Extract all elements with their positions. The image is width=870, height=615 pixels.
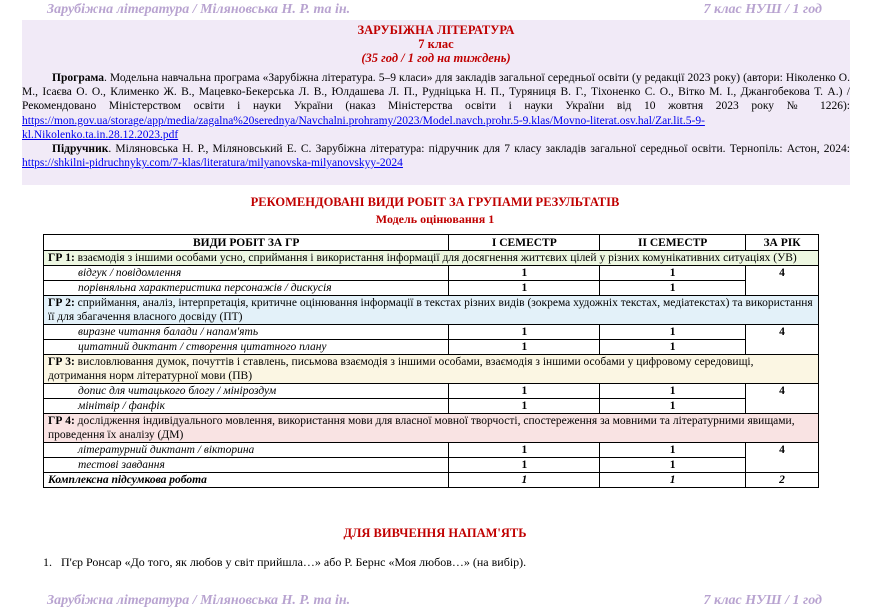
- group-row: [44, 296, 819, 325]
- memorize-title: ДЛЯ ВИВЧЕННЯ НАПАМ'ЯТЬ: [343, 526, 527, 540]
- header-cell: ВИДИ РОБІТ ЗА ГР: [44, 235, 449, 251]
- year-value: 4: [746, 384, 819, 414]
- table-row: [44, 458, 819, 473]
- header-right: 7 клас НУШ / 1 год: [703, 2, 822, 17]
- memorize-item-number: 1.: [43, 555, 52, 569]
- semester2-value: 1: [600, 399, 746, 414]
- section-subtitle: Модель оцінювання 1: [375, 212, 495, 226]
- table-header-row: [44, 235, 819, 251]
- semester1-value: 1: [449, 443, 600, 458]
- total-semester2: 1: [600, 473, 746, 488]
- table-row: [44, 399, 819, 414]
- total-row: [44, 473, 819, 488]
- footer-left: Зарубіжна література / Міляновська Н. Р. та ін.: [47, 593, 351, 608]
- total-name: Комплексна підсумкова робота: [44, 473, 449, 488]
- activity-name: порівняльна характеристика персонажів / дискусія: [44, 281, 449, 296]
- semester2-value: 1: [600, 266, 746, 281]
- activity-name: мінітвір / фанфік: [44, 399, 449, 414]
- activity-name: виразне читання балади / напам'ять: [44, 325, 449, 340]
- total-semester1: 1: [449, 473, 600, 488]
- table-row: [44, 384, 819, 399]
- page-footer: [0, 591, 870, 611]
- semester1-value: 1: [449, 384, 600, 399]
- doc-hours: (35 год / 1 год на тиждень): [361, 51, 511, 65]
- year-value: 4: [746, 443, 819, 473]
- semester2-value: 1: [600, 340, 746, 355]
- textbook-link[interactable]: https://shkilni-pidruchnyky.com/7-klas/literatura/milyanovska-milyanovskyy-2024: [22, 157, 403, 170]
- header-cell: ІІ СЕМЕСТР: [600, 235, 746, 251]
- assessment-table: [43, 234, 819, 488]
- group-description: сприймання, аналіз, інтерпретація, критичне оцінювання інформації в текстах різних видів (зокрема художніх текстах, медіатекстах) та використання її для збагачення власного досвіду (ПТ): [48, 297, 813, 323]
- semester1-value: 1: [449, 266, 600, 281]
- memorize-item-text: П'єр Ронсар «До того, як любов у світ прийшла…» або Р. Бернс «Моя любов…» (на вибір).: [61, 555, 527, 569]
- footer-right: 7 клас НУШ / 1 год: [703, 593, 822, 608]
- activity-name: відгук / повідомлення: [44, 266, 449, 281]
- semester2-value: 1: [600, 443, 746, 458]
- activity-name: тестові завдання: [44, 458, 449, 473]
- group-description: дослідження індивідуального мовлення, використання мови для власної мовної творчості, спостереження за мовними та літературними явищами, проведення їх аналізу (ДМ): [48, 415, 795, 441]
- semester1-value: 1: [449, 325, 600, 340]
- semester2-value: 1: [600, 325, 746, 340]
- semester1-value: 1: [449, 399, 600, 414]
- group-label: ГР 4:: [48, 415, 75, 427]
- activity-name: допис для читацького блогу / мініроздум: [44, 384, 449, 399]
- table-row: [44, 443, 819, 458]
- program-text: . Модельна навчальна програма «Зарубіжна література. 5–9 класи» для закладів загальної середньої освіти (у редакції 2023 року) (автори: Ніколенко О. М., Ісаєва О. О., Клименко Ж. В., Мацевко-Бекерська Л. В., Юлдашева Л. П., Рудніцька Н. П., Туряниця В. Г., Тіхоненко С. О., Вітко М. І., Джангобекова Т. А.) / Рекомендовано Міністерством освіти і науки України (наказ Міністерства освіти і науки України від 10 жовтня 2023 року № 1226):: [22, 72, 850, 113]
- semester2-value: 1: [600, 384, 746, 399]
- group-row: [44, 251, 819, 266]
- activity-name: літературний диктант / вікторина: [44, 443, 449, 458]
- semester1-value: 1: [449, 458, 600, 473]
- semester2-value: 1: [600, 458, 746, 473]
- group-description: взаємодія з іншими особами усно, сприймання і використання інформації для досягнення життєвих цілей у різних комунікативних ситуаціях (УВ): [74, 252, 797, 264]
- activity-name: цитатний диктант / створення цитатного плану: [44, 340, 449, 355]
- textbook-label: Підручник: [52, 143, 109, 156]
- group-label: ГР 3:: [48, 356, 75, 368]
- program-link[interactable]: https://mon.gov.ua/storage/app/media/zagalna%20serednya/Navchalni.prohramy/2023/Model.navch.prohr.5-9.klas/Movno-literat.osv.hal/Zar.lit.5-9-kl.Nikolenko.ta.in.28.12.2023.pdf: [22, 114, 705, 141]
- doc-title: ЗАРУБІЖНА ЛІТЕРАТУРА: [357, 23, 515, 37]
- year-value: 4: [746, 325, 819, 355]
- program-info-block: [22, 20, 850, 185]
- page-header: [0, 0, 870, 20]
- semester2-value: 1: [600, 281, 746, 296]
- group-label: ГР 1:: [48, 252, 75, 264]
- textbook-text: . Міляновська Н. Р., Міляновський Е. С. Зарубіжна література: підручник для 7 класу закладів загальної середньої освіти. Тернопіль: Астон, 2024:: [108, 143, 850, 156]
- semester1-value: 1: [449, 340, 600, 355]
- table-row: [44, 340, 819, 355]
- group-row: [44, 355, 819, 384]
- group-label: ГР 2:: [48, 297, 75, 309]
- table-row: [44, 266, 819, 281]
- group-row: [44, 414, 819, 443]
- semester1-value: 1: [449, 281, 600, 296]
- table-row: [44, 281, 819, 296]
- doc-grade: 7 клас: [418, 37, 454, 51]
- header-cell: ЗА РІК: [746, 235, 819, 251]
- total-year: 2: [746, 473, 819, 488]
- header-left: Зарубіжна література / Міляновська Н. Р. та ін.: [47, 2, 351, 17]
- textbook-paragraph: [22, 142, 850, 170]
- year-value: 4: [746, 266, 819, 296]
- program-label: Програма: [52, 72, 104, 84]
- section-title: РЕКОМЕНДОВАНІ ВИДИ РОБІТ ЗА ГРУПАМИ РЕЗУЛЬТАТІВ: [250, 195, 620, 209]
- table-row: [44, 325, 819, 340]
- header-cell: І СЕМЕСТР: [449, 235, 600, 251]
- program-paragraph: [22, 71, 850, 142]
- group-description: висловлювання думок, почуттів і ставлень, письмова взаємодія з іншими особами, взаємодія з іншими особами у цифровому середовищі, дотримання норм літературної мови (ПВ): [48, 356, 754, 382]
- memorize-item: [43, 555, 526, 570]
